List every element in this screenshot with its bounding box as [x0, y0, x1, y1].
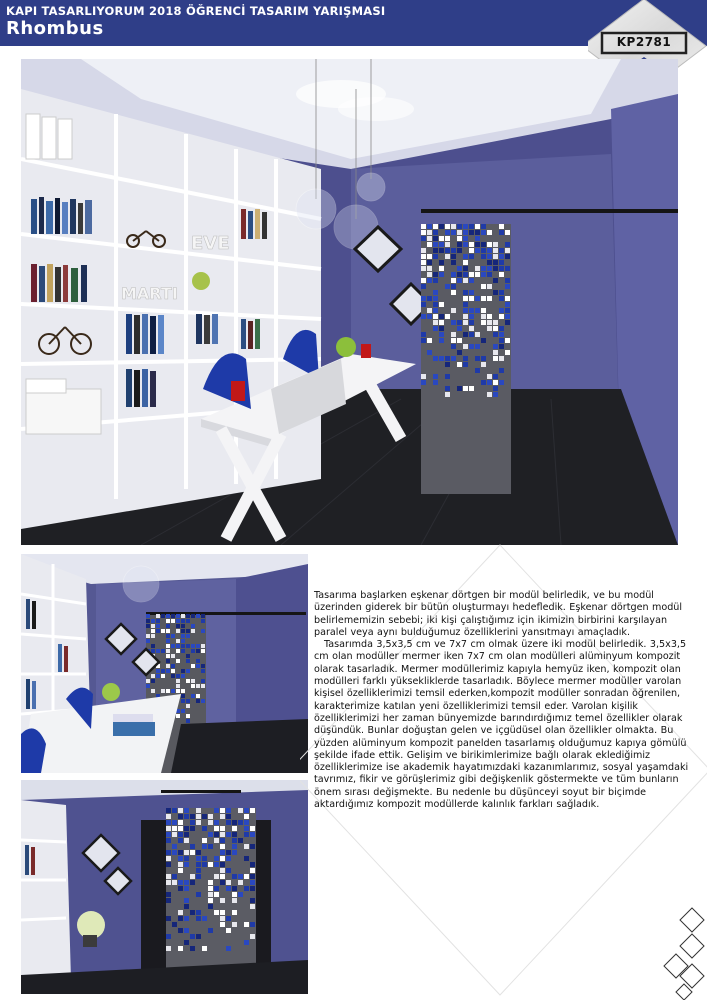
project-code: KP2781: [616, 35, 672, 49]
door-view-render-image: [21, 780, 308, 994]
svg-text:MARTI: MARTI: [121, 284, 178, 303]
main-render-image: [21, 59, 678, 545]
competition-title: KAPI TASARLIYORUM 2018 ÖĞRENCİ TASARIM YARIŞMASI: [6, 4, 386, 18]
svg-text:EVE: EVE: [191, 233, 230, 254]
decorative-diamonds-icon: [662, 906, 707, 1000]
desk-view-render-image: [21, 554, 308, 773]
project-title: Rhombus: [6, 18, 104, 39]
description-paragraph-1: Tasarıma başlarken eşkenar dörtgen bir modül belirledik, ve bu modül üzerinden giderek bir bütün oluşturmayı hedefledik. Eşkenar dörtgen modül belirlememizin sebebi; iki kişi çalıştığımız için ikimizin birbirini karşılayan paralel veya aynı bulduğumuz özelliklerini yansıtmayı amaçladık.: [314, 590, 683, 638]
description-paragraph-2: Tasarımda 3,5x3,5 cm ve 7x7 cm olmak üzere iki modül belirledik. 3,5x3,5 cm olan modüller mermer iken 7x7 cm olan modülleri alüminyum kompozit olarak tasarladık. Mermer modüllerimiz kapıyla hemyüz iken, kompozit olan modülleri farklı yüksekliklerde tasarladık. Böylece mermer modüller varolan kişisel özelliklerimizi temsil ederken,kompozit modüller sonradan öğrenilen, karakterimize katılan yeni özelliklerimizi temsil eder. Varolan kişilik özelliklerimizi her zaman bünyemizde barındırdığımız temel özellikler olarak düşündük. Bunlar doğuştan gelen ve içgüdüsel olan özellikler olmakta. Bu yüzden alüminyum kompozit panelden tasarlamış olduğumuz kapıya gömülü şekilde ifade ettik. Gelişim ve birikimlerimize bağlı olarak eklediğimiz özelliklerimize ise akademik hayatımızdaki kazanımlarımız, sosyal yaşamdaki tavrımız, fikir ve görüşlerimiz gibi değişkenlik göstermekte ve tüm bunların önem sırası değişmekte. Bu nedenle bu düşünceyi soyut bir biçimde aktardığımız kompozit modüllerde kalınlık farkları sağladık.: [314, 639, 689, 811]
project-description: [314, 590, 696, 811]
